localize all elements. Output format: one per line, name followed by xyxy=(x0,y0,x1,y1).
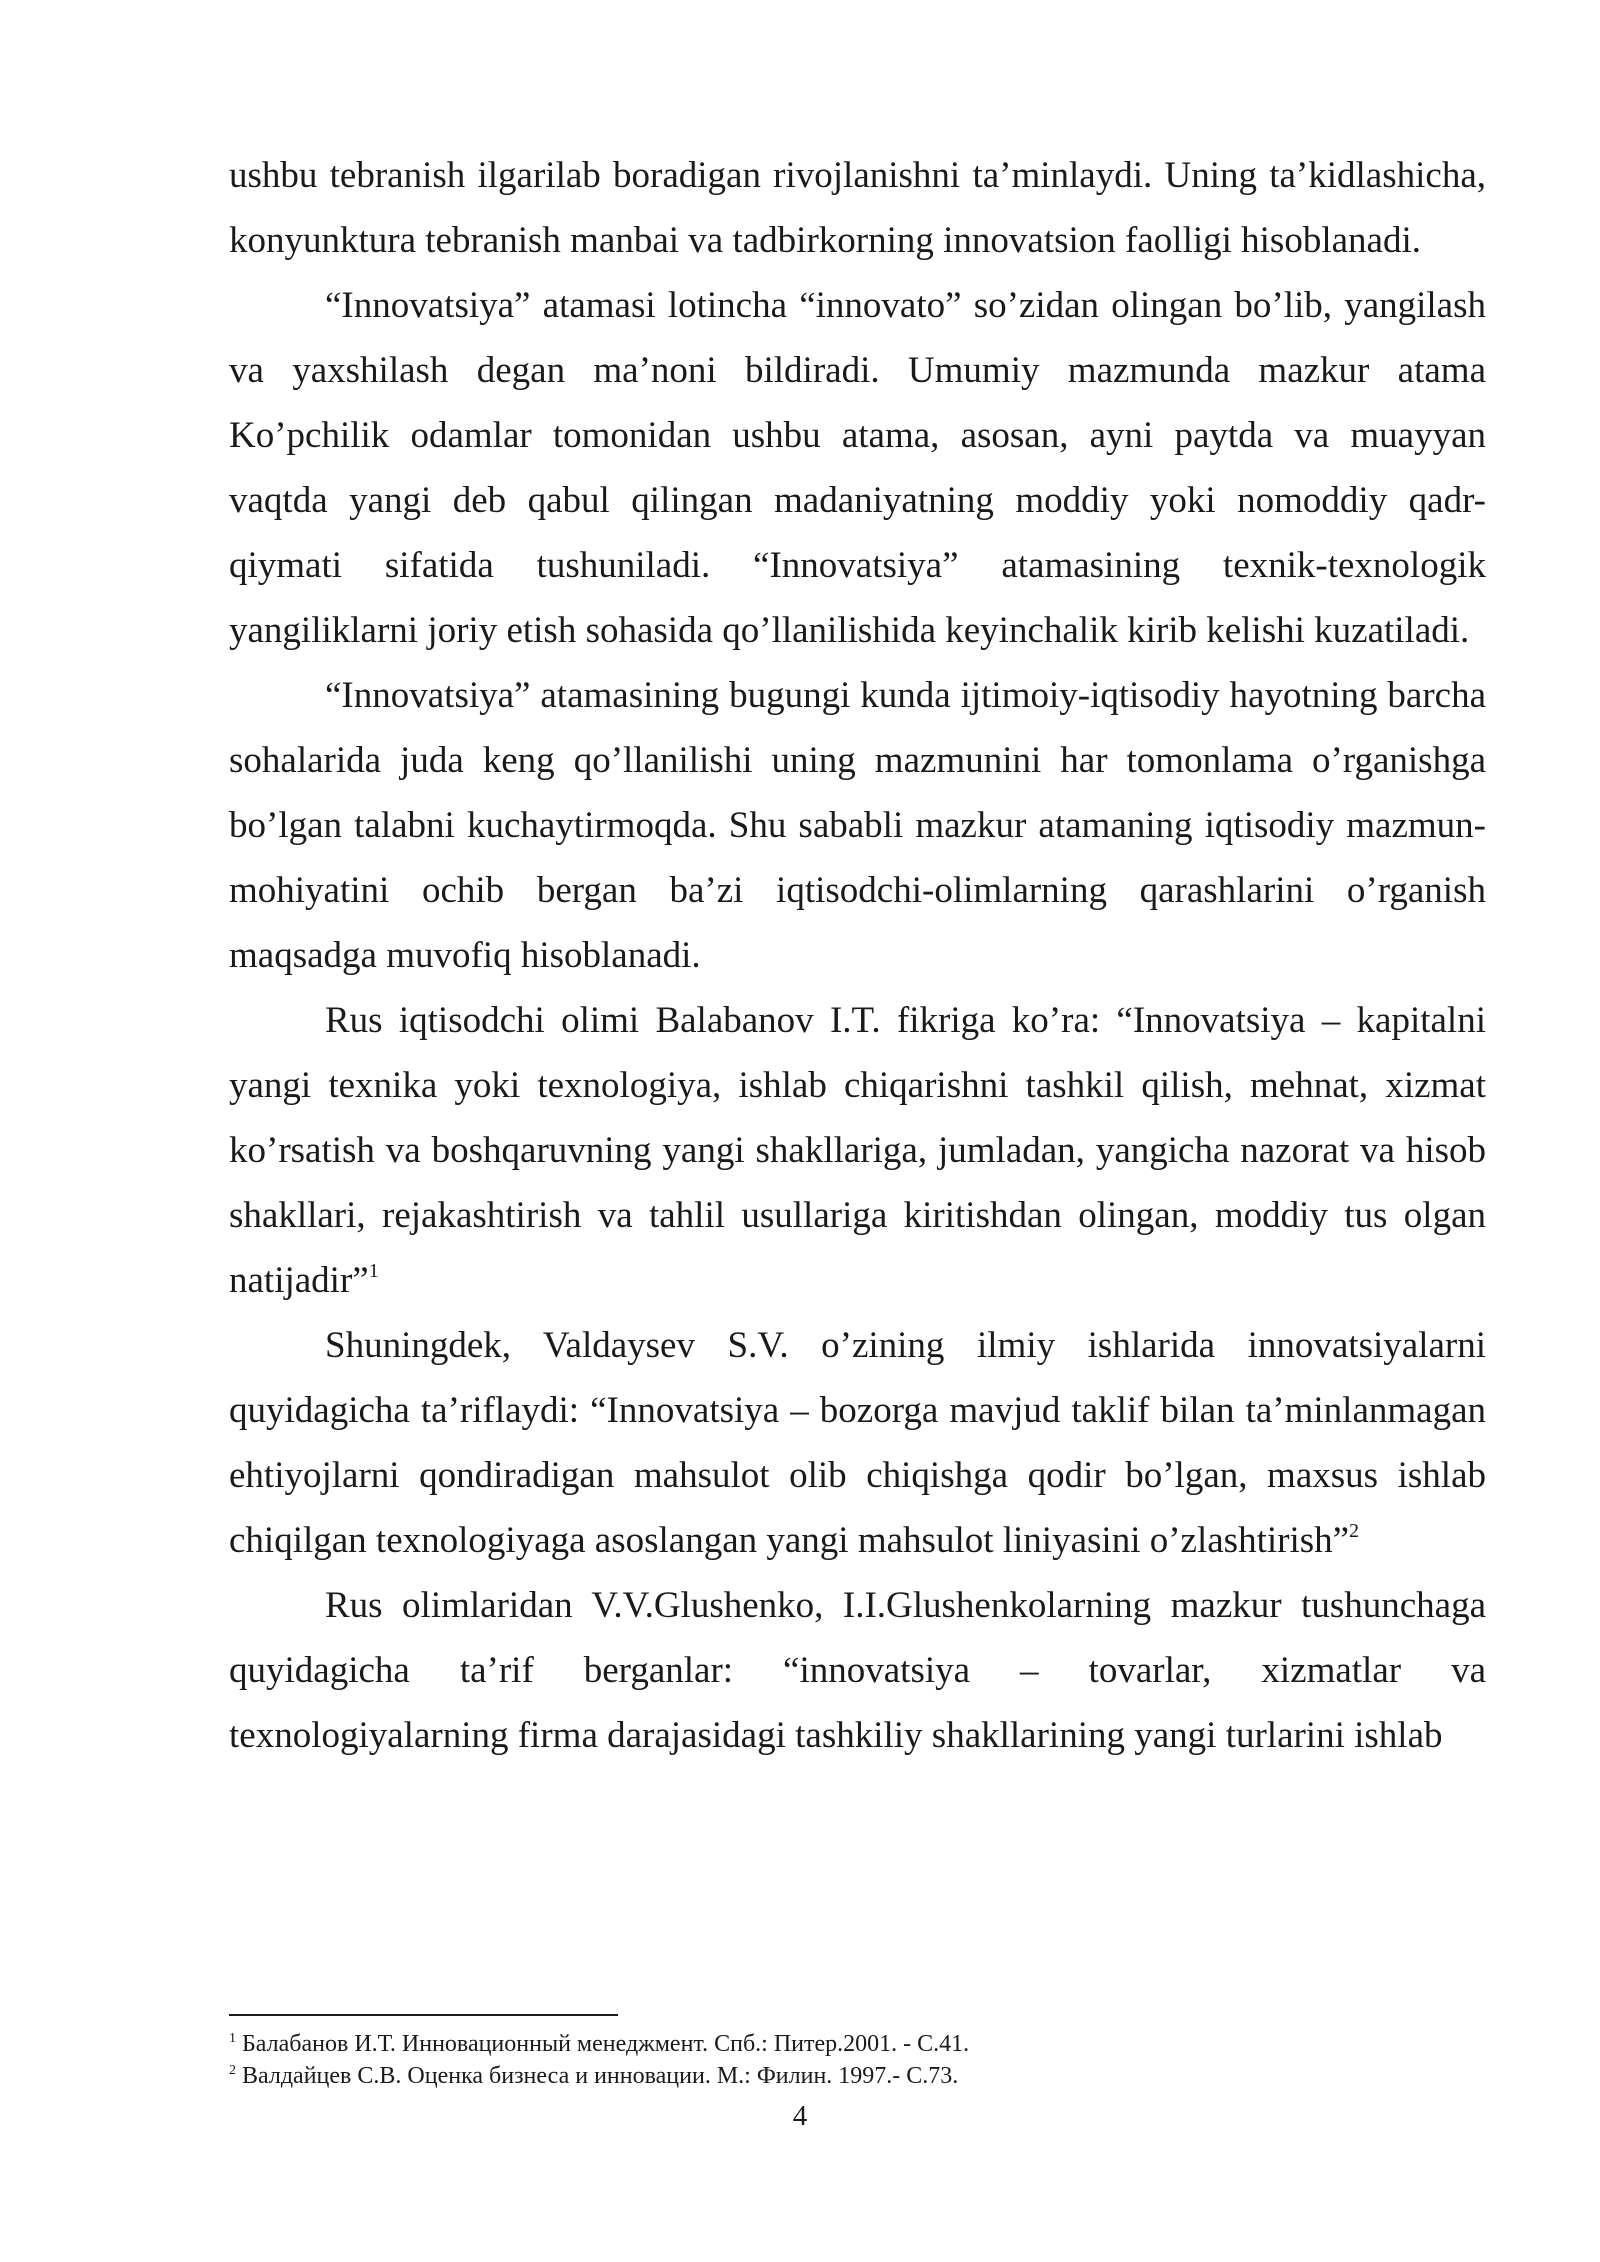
footnote-1 xyxy=(229,2028,1486,2060)
paragraph-2: “Innovatsiya” atamasi lotincha “innovato” so’zidan olingan bo’lib, yangilash va yaxshilash degan ma’noni bildiradi. Umumiy mazmunda mazkur atama Ko’pchilik odamlar tomonidan ushbu atama, asosan, ayni paytda va muayyan vaqtda yangi deb qabul qilingan madaniyatning moddiy yoki nomoddiy qadr-qiymati sifatida tushuniladi. “Innovatsiya” atamasining texnik-texnologik yangiliklarni joriy etish sohasida qo’llanilishida keyinchalik kirib kelishi kuzatiladi. xyxy=(229,285,1486,651)
footnote-marker-1: 1 xyxy=(229,2031,236,2046)
paragraph-6: Rus olimlaridan V.V.Glushenko, I.I.Glushenkolarning mazkur tushunchaga quyidagicha ta’rif berganlar: “innovatsiya – tovarlar, xizmatlar va texnologiyalarning firma darajasidagi tashkiliy shakllarining yangi turlarini ishlab xyxy=(229,1585,1486,1756)
footnote-ref-2: 2 xyxy=(1349,1520,1360,1542)
footnotes xyxy=(229,2028,1486,2092)
paragraph-4: Rus iqtisodchi olimi Balabanov I.T. fikriga ko’ra: “Innovatsiya – kapitalni yangi texnika yoki texnologiya, ishlab chiqarishni tashkil qilish, mehnat, xizmat ko’rsatish va boshqaruvning yangi shakllariga, jumladan, yangicha nazorat va hisob shakllari, rejakashtirish va tahlil usullariga kiritishdan olingan, moddiy tus olgan natijadir”$^1$ xyxy=(229,1000,1486,1301)
footnote-marker-2: 2 xyxy=(229,2063,236,2078)
paragraph-1: ushbu tebranish ilgarilab boradigan rivojlanishni ta’minlaydi. Uning ta’kidlashicha, konyunktura tebranish manbai va tadbirkorning innovatsion faolligi hisoblanadi. xyxy=(229,155,1486,261)
footnote-text-2: Валдайцев С.В. Оценка бизнеса и инновации. М.: Филин. 1997.- С.73. xyxy=(242,2063,959,2089)
footnote-separator xyxy=(229,2014,618,2016)
page-number: 4 xyxy=(792,2100,808,2132)
body-text xyxy=(229,143,1486,1768)
footnote-2 xyxy=(229,2060,1486,2092)
paragraph-5: Shuningdek, Valdaysev S.V. o’zining ilmiy ishlarida innovatsiyalarni quyidagicha ta’riflaydi: “Innovatsiya – bozorga mavjud taklif bilan ta’minlanmagan ehtiyojlarni qondiradigan mahsulot olib chiqishga qodir bo’lgan, maxsus ishlab chiqilgan texnologiyaga asoslangan yangi mahsulot liniyasini o’zlashtirish”$^2$ xyxy=(229,1325,1486,1561)
footnote-ref-1: 1 xyxy=(368,1260,379,1282)
paragraph-3: “Innovatsiya” atamasining bugungi kunda ijtimoiy-iqtisodiy hayotning barcha sohalarida juda keng qo’llanilishi uning mazmunini har tomonlama o’rganishga bo’lgan talabni kuchaytirmoqda. Shu sababli mazkur atamaning iqtisodiy mazmun-mohiyatini ochib bergan ba’zi iqtisodchi-olimlarning qarashlarini o’rganish maqsadga muvofiq hisoblanadi. xyxy=(229,675,1486,976)
footnote-text-1: Балабанов И.Т. Инновационный менеджмент. Спб.: Питер.2001. - С.41. xyxy=(242,2031,970,2057)
